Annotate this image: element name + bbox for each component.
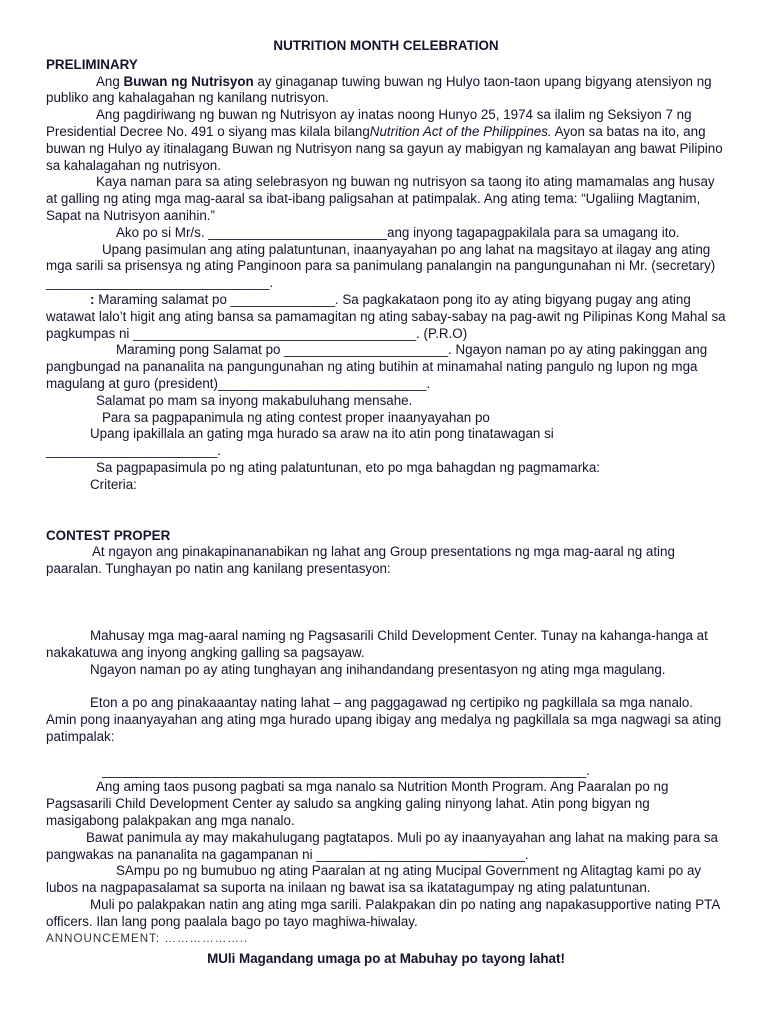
paragraph-certipiko: Eton a po ang pinakaaantay nating lahat – ang paggagawad ng certipiko ng pagkillala sa mga nanalo. Amin pong inaanyayahan ang ating mga hurado upang ibigay ang medalya ng pagkillala sa mga nagwagi sa ating patimpalak: [46,695,722,744]
spacer [46,678,726,695]
paragraph-hurado: Upang ipakillala an gating mga hurado sa araw na ito atin pong tinatawagan si _______________________. [46,426,554,459]
spacer [46,578,726,628]
paragraph-magulang: Ngayon naman po ay ating tunghayan ang inihandandang presentasyon ng ating mga magulang. [90,661,666,677]
paragraph-bahagdan: Sa pagpapasimula po ng ating palatuntunan, eto po mga bahagdan ng pagmamarka: [96,459,601,475]
announcement-label: ANNOUNCEMENT: ……………….. [46,931,249,945]
preliminary-heading: PRELIMINARY [46,56,138,72]
paragraph-palakpakan: Muli po palakpakan natin ang ating mga sarili. Palakpakan din po nating ang napakasupportive nating PTA officers. Ilan lang pong paalala bago po tayo maghiwa-hiwalay. [46,897,720,929]
spacer [46,746,726,763]
paragraph-mahusay: Mahusay mga mag-aaral naming ng Pagsasarili Child Development Center. Tunay na kahanga-hanga at nakakatuwa ang inyong angking galling sa pagsayaw. [46,627,708,660]
paragraph-tema: Kaya naman para sa ating selebrasyon ng buwan ng nutrisyon sa taong ito ating mamamalas ang husay at galling ng ating mga mag-aaral sa ibat-ibang paligsahan at patimpalak. Ang ating tema: “Ugaliing Magtanim, Sapat na Nutrisyon aanihin.” [46,174,715,223]
paragraph-group-presentations: At ngayon ang pinakapinananabikan ng lahat ang Group presentations ng mga mag-aaral ng ating paaralan. Tunghayan po natin ang kanilang presentasyon: [46,544,675,577]
criteria-label: Criteria: [90,476,137,492]
contest-proper-heading: CONTEST PROPER [46,527,171,543]
paragraph-contest-proper-intro: Para sa pagpapanimula ng ating contest proper inaanyayahan po [102,409,490,425]
paragraph-buwan-ng-nutrisyon: Ang Buwan ng Nutrisyon ay ginaganap tuwing buwan ng Hulyo taon-taon upang bigyang atensiyon ng publiko ang kahalagahan ng kanilang nutrisyon. [46,73,712,106]
spacer [46,494,726,528]
document-page [46,38,726,968]
paragraph-pangwakas: Bawat panimula ay may makahulugang pagtatapos. Muli po ay inaanyayahan ang lahat na making para sa pangwakas na pananalita na gagampanan ni ____________________________. [46,829,719,862]
paragraph-pasasalamat: SAmpu po ng bumubuo ng ating Paaralan at ng ating Mucipal Government ng Alitagtag kami po ay lubos na nagpapasalamat sa suporta na inilaan ng bawat isa sa ikatatagumpay ng ating palatuntunan. [46,863,702,896]
paragraph-pagbati: Ang aming taos pusong pagbati sa mga nanalo sa Nutrition Month Program. Ang Paaralan po ng Pagsasarili Child Development Center ay saludo sa angking galing ninyong lahat. Atin pong bigyan ng masigabong palakpakan ang mga nanalo. [46,779,669,829]
document-title: NUTRITION MONTH CELEBRATION [273,38,499,53]
paragraph-tagapagpakilala: Ako po si Mr/s. ________________________ang inyong tagapagpakilala para sa umagang ito. [116,224,680,240]
paragraph-presidential-decree: Ang pagdiriwang ng buwan ng Nutrisyon ay inatas noong Hunyo 25, 1974 sa ilalim ng Seksiyon 7 ng Presidential Decree No. 491 o siyang mas kilala bilangNutrition Act of the Philippines. Ayon sa batas na ito, ang buwan ng Hulyo ay itinalagang Buwan ng Nutrisyon nang sa gayun ay mabigyan ng kamalayan ang bawat Pilipino sa kahalagahan ng nutrisyon. [46,107,723,173]
paragraph-salamat-mensahe: Salamat po mam sa inyong makabuluhang mensahe. [96,392,413,408]
winners-blank-line: _________________________________________________________________. [102,762,590,778]
paragraph-pilipinas-kong-mahal: : Maraming salamat po ______________. Sa pagkakataon pong ito ay ating bigyang pugay ang ating watawat lalo’t higit ang ating bansa sa pamamagitan ng ating sabay-sabay na pag-awit ng Pilipinas Kong Mahal sa pagkumpas ni ______________________________________. (P.R.O) [46,291,726,341]
closing-line: MUli Magandang umaga po at Mabuhay po tayong lahat! [207,951,565,967]
paragraph-pangbungad-na-pananalita: Maraming pong Salamat po ______________________. Ngayon naman po ay ating pakinggan ang pangbungad na pananalita na pangungunahan ng ating butihin at minamahal nating pangulo ng lupon ng mga magulang at guro (president)____________________________. [46,342,708,391]
paragraph-panalangin: Upang pasimulan ang ating palatuntunan, inaanyayahan po ang lahat na magsitayo at ilagay ang ating mga sarili sa prisensya ng ating Panginoon para sa panimulang panalangin na pangungunahan ni Mr. (secretary) ______________________________. [46,241,716,291]
